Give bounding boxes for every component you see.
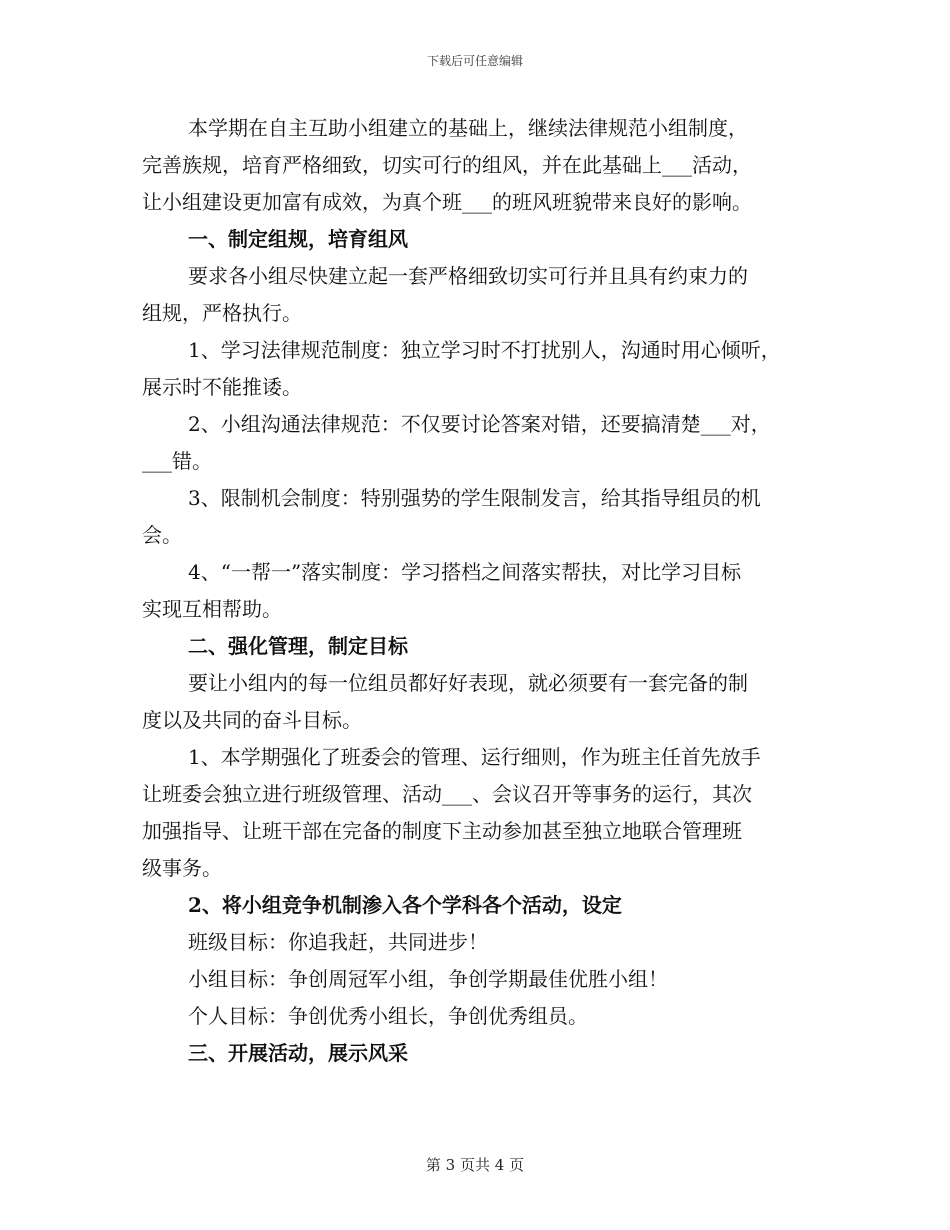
- text-line: 1、本学期强化了班委会的管理、运行细则，作为班主任首先放手: [188, 745, 761, 769]
- text-line: 2、小组沟通法律规范：不仅要讨论答案对错，还要搞清楚___对，: [188, 412, 771, 436]
- text-line: 完善族规，培育严格细致，切实可行的组风，并在此基础上___活动，: [142, 153, 752, 177]
- section-heading: 一、制定组规，培育组风: [188, 227, 408, 251]
- text-line: 本学期在自主互助小组建立的基础上，继续法律规范小组制度，: [188, 116, 748, 140]
- text-line: 级事务。: [142, 856, 222, 880]
- document-body: [142, 110, 810, 1072]
- text-line: 让班委会独立进行班级管理、活动___、会议召开等事务的运行，其次: [142, 782, 752, 806]
- text-line: 1、学习法律规范制度：独立学习时不打扰别人，沟通时用心倾听，: [188, 338, 781, 362]
- text-line: 小组目标：争创周冠军小组，争创学期最佳优胜小组！: [188, 967, 668, 991]
- text-line: 让小组建设更加富有成效，为真个班___的班风班貌带来良好的影响。: [142, 190, 752, 214]
- text-line: 要让小组内的每一位组员都好好表现，就必须要有一套完备的制: [188, 671, 748, 695]
- text-line: ___错。: [142, 449, 212, 473]
- text-line: 度以及共同的奋斗目标。: [142, 708, 362, 732]
- section-heading: 2、将小组竞争机制渗入各个学科各个活动，设定: [188, 893, 622, 917]
- text-line: 3、限制机会制度：特别强势的学生限制发言，给其指导组员的机: [188, 486, 761, 510]
- text-line: 加强指导、让班干部在完备的制度下主动参加甚至独立地联合管理班: [142, 819, 742, 843]
- text-line: 组规，严格执行。: [142, 301, 302, 325]
- page-footer: 第 3 页共 4 页: [425, 1156, 525, 1174]
- text-line: 展示时不能推诿。: [142, 375, 302, 399]
- text-line: 实现互相帮助。: [142, 597, 282, 621]
- text-line: 要求各小组尽快建立起一套严格细致切实可行并且具有约束力的: [188, 264, 748, 288]
- page-header: 下载后可任意编辑: [426, 54, 523, 68]
- section-heading: 二、强化管理，制定目标: [188, 634, 408, 658]
- text-line: 个人目标：争创优秀小组长，争创优秀组员。: [188, 1004, 588, 1028]
- text-line: 4、“一帮一”落实制度：学习搭档之间落实帮扶，对比学习目标: [188, 560, 742, 584]
- text-line: 班级目标：你追我赶，共同进步！: [188, 930, 488, 954]
- text-line: 会。: [142, 523, 182, 547]
- section-heading: 三、开展活动，展示风采: [188, 1041, 408, 1065]
